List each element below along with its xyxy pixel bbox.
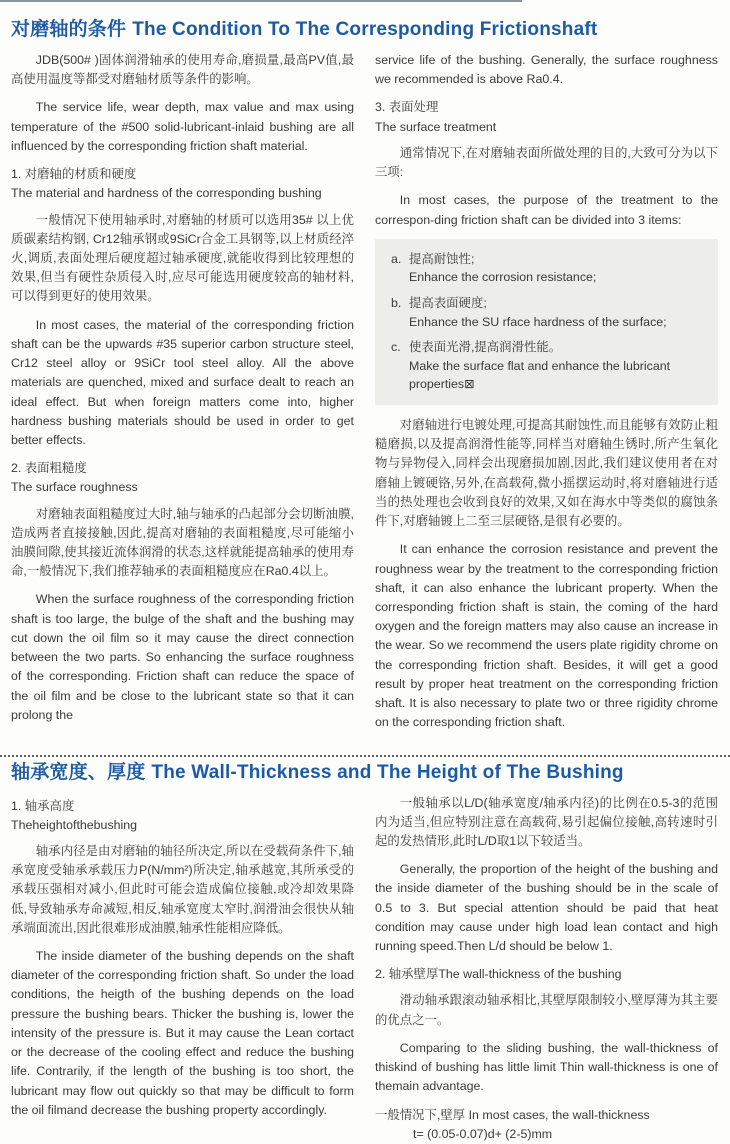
list-item-b [391,294,706,331]
paragraph-en: In most cases, the material of the corresponding friction shaft can be the upwards #35 superior carbon structure steel, Cr12 steel alloy or 9SiCr tool steel alloy. All the above materials are quenched, mixed and surface dealt to reach an ideal effect. But when foreign matters come into, higher hardness bushing materials should be used in order to get better effects. [11,317,354,447]
subheading-zh: 1. 轴承高度 [11,798,75,813]
formula-value: t= (0.05-0.07)d+ (2-5)mm [413,1126,553,1141]
subheading-en: The material and hardness of the corresponding bushing [11,186,322,201]
paragraph-zh: 对磨轴表面粗糙度过大时,轴与轴承的凸起部分会切断油膜,造成两者直接接触,因此,提高对磨轴的表面粗糙度,尽可能缩小油膜间隙,使其接近流体润滑的状态,这样就能提高轴承的使用寿命,一般情况下,我们推荐轴承的表面粗糙度应在Ra0.4以上。 [11,506,354,579]
paragraph-zh: 轴承内径是由对磨轴的轴径所决定,所以在受载荷条件下,轴承宽度受轴承承载压力P(N/mm²)所决定,轴承越宽,其所承受的承载压强相对减小,但此时可能会造成偏位接触,或冷却效果降低,导致轴承寿命减短,相反,轴承宽度太窄时,润滑油会很快从轴承端面流出,因此很难形成油膜,轴承性能相应降低。 [11,843,354,935]
paragraph-en: The service life, wear depth, max value and max using temperature of the #500 solid-lubricant-inlaid bushing are all influenced by the corresponding friction shaft material. [11,100,354,153]
subheading-surface-roughness [11,459,354,497]
subheading-zh: 1. 对磨轴的材质和硬度 [11,167,137,182]
subheading-mixed: 2. 轴承壁厚The wall-thickness of the bushing [375,967,622,982]
subheading-zh: 3. 表面处理 [375,100,439,115]
section2-right-column [375,794,718,1144]
subheading-bushing-height [11,797,354,835]
paragraph-en: The inside diameter of the bushing depends on the shaft diameter of the corresponding friction shaft. So under the load conditions, the heigth of the bushing depends on the load pressure the bushing bears. Thicker the bushing is, lower the intensity of the pressure is. But it may cause the Lean cortact or the decrease of the cooling effect and reduce the bushing life. Contrarily, if the length of the bushing is too short, the lubricant may flow out quickly so that may be difficult to form the oil filmand decrease the bushing property accordingly. [11,949,354,1117]
section1-left-column [11,51,354,742]
list-marker: c. [391,340,401,355]
list-marker: b. [391,295,402,310]
section1-columns [11,51,718,742]
top-rule [0,0,522,2]
paragraph-zh: 滑动轴承跟滚动轴承相比,其壁厚限制较小,壁厚薄为其主要的优点之一。 [375,993,718,1027]
list-item-en: Enhance the SU rface hardness of the surface; [409,314,667,329]
subheading-en: The surface roughness [11,480,138,495]
treatment-items-box [375,239,718,405]
paragraph-en: It can enhance the corrosion resistance and prevent the roughness wear by the treatment to the corresponding friction shaft, it can also enhance the lubricant property. When the corresponding friction shaft is stain, the coming of the hard oxygen and the foreign matters may also cause an increase in the wear. So we recommend the users plate rigidity chrome on the corresponding friction shaft. Besides, it will get a good result by proper heat treatment on the corresponding friction shaft. It is also necessary to plate two or three rigidity chrome on the corresponding friction shaft. [375,542,718,730]
list-item-body [409,294,667,331]
section1-right-column [375,51,718,742]
paragraph-en: Comparing to the sliding bushing, the wall-thickness of thiskind of bushing has little limit Thin wall-thickness is one of themain advantage. [375,1040,718,1094]
paragraph-en-continuation: service life of the bushing. Generally, the surface roughness we recommended is above Ra0.4. [375,53,718,87]
subheading-wall-thickness [375,965,718,984]
subheading-en: The surface treatment [375,119,497,134]
list-item-body [409,250,596,287]
section1-title [11,14,718,41]
paragraph-zh: 一般情况下使用轴承时,对磨轴的材质可以选用35# 以上优质碳素结构钢, Cr12轴承钢或9SiCr合金工具钢等,以上材质经淬火,调质,表面处理后硬度超过轴承硬度,就能收得到比较理想的效果,但当有硬性杂质侵入时,应尽可能选用硬度较高的轴材料,可以得到更好的使用效果。 [11,212,354,304]
paragraph-en: In most cases, the purpose of the treatment to the correspon-ding friction shaft can be divided into 3 items: [375,193,718,227]
list-item-zh: 使表面光滑,提高润滑性能。 [409,340,562,355]
paragraph-zh: 通常情况下,在对磨轴表面所做处理的目的,大致可分为以下三项: [375,145,718,180]
subheading-zh: 2. 表面粗糙度 [11,461,87,476]
section2-title-en: The Wall-Thickness and The Height of The Bushing [151,761,624,783]
section2-left-column [11,794,354,1144]
paragraph-en: Generally, the proportion of the height of the bushing and the inside diameter of the bushing should be in the scale of 0.5 to 3. But special attention should be paid that heat condition may cause under high load lean contact and high running speed.Then L/d should be below 1. [375,862,718,954]
subheading-material-hardness [11,165,354,203]
list-marker: a. [391,251,402,266]
subheading-en: Theheightofthebushing [11,817,138,832]
paragraph-zh: 一般轴承以L/D(轴承宽度/轴承内径)的比例在0.5-3的范围内为适当,但应特别注意在高载荷,易引起偏位接触,高转速时引起的发热情形,此时L/D取1以下较适当。 [375,795,718,848]
section1-title-en: The Condition To The Corresponding Frictionshaft [132,19,598,40]
section2-title-zh: 轴承宽度、厚度 [11,761,146,783]
list-item-zh: 提高表面硬度; [409,295,487,310]
paragraph-zh: JDB(500# )固体润滑轴承的使用寿命,磨损量,最高PV值,最高使用温度等都受对磨轴材质等条件的影响。 [11,53,354,87]
subheading-surface-treatment [375,98,718,136]
list-item-c [391,338,706,394]
section2-columns [11,794,718,1144]
section2-title [11,757,718,784]
wall-thickness-formula-block [375,1106,718,1144]
list-item-en: Enhance the corrosion resistance; [409,270,597,285]
paragraph-en: When the surface roughness of the corresponding friction shaft is too large, the bulge of the shaft and the bushing may cut down the oil film so it may cause the direct connection between the two parts. So enhancing the surface roughness of the corresponding. Friction shaft can reduce the space of the oil film and be close to the lubricant state so that it can prolong the [11,592,354,722]
section1-title-zh: 对磨轴的条件 [11,19,127,40]
paragraph-zh: 对磨轴进行电镀处理,可提高其耐蚀性,而且能够有效防止粗糙磨损,以及提高润滑性能等,同样当对磨轴生锈时,所产生氧化物与异物侵入,同样会出现磨损加剧,因此,我们建议使用者在对磨轴上镀硬铬,另外,在高载荷,微小摇摆运动时,将对磨轴进行适当的热处理也会收到良好的效果,又如在海水中等类似的腐蚀条件下,对磨轴镀上二至三层硬铬,是很有必要的。 [375,418,718,529]
list-item-en: Make the surface flat and enhance the lubricant properties⊠ [409,358,671,392]
list-item-a [391,250,706,287]
list-item-body [409,338,706,394]
formula-intro: 一般情况下,壁厚 In most cases, the wall-thickness [375,1107,650,1122]
list-item-zh: 提高耐蚀性; [409,251,475,266]
